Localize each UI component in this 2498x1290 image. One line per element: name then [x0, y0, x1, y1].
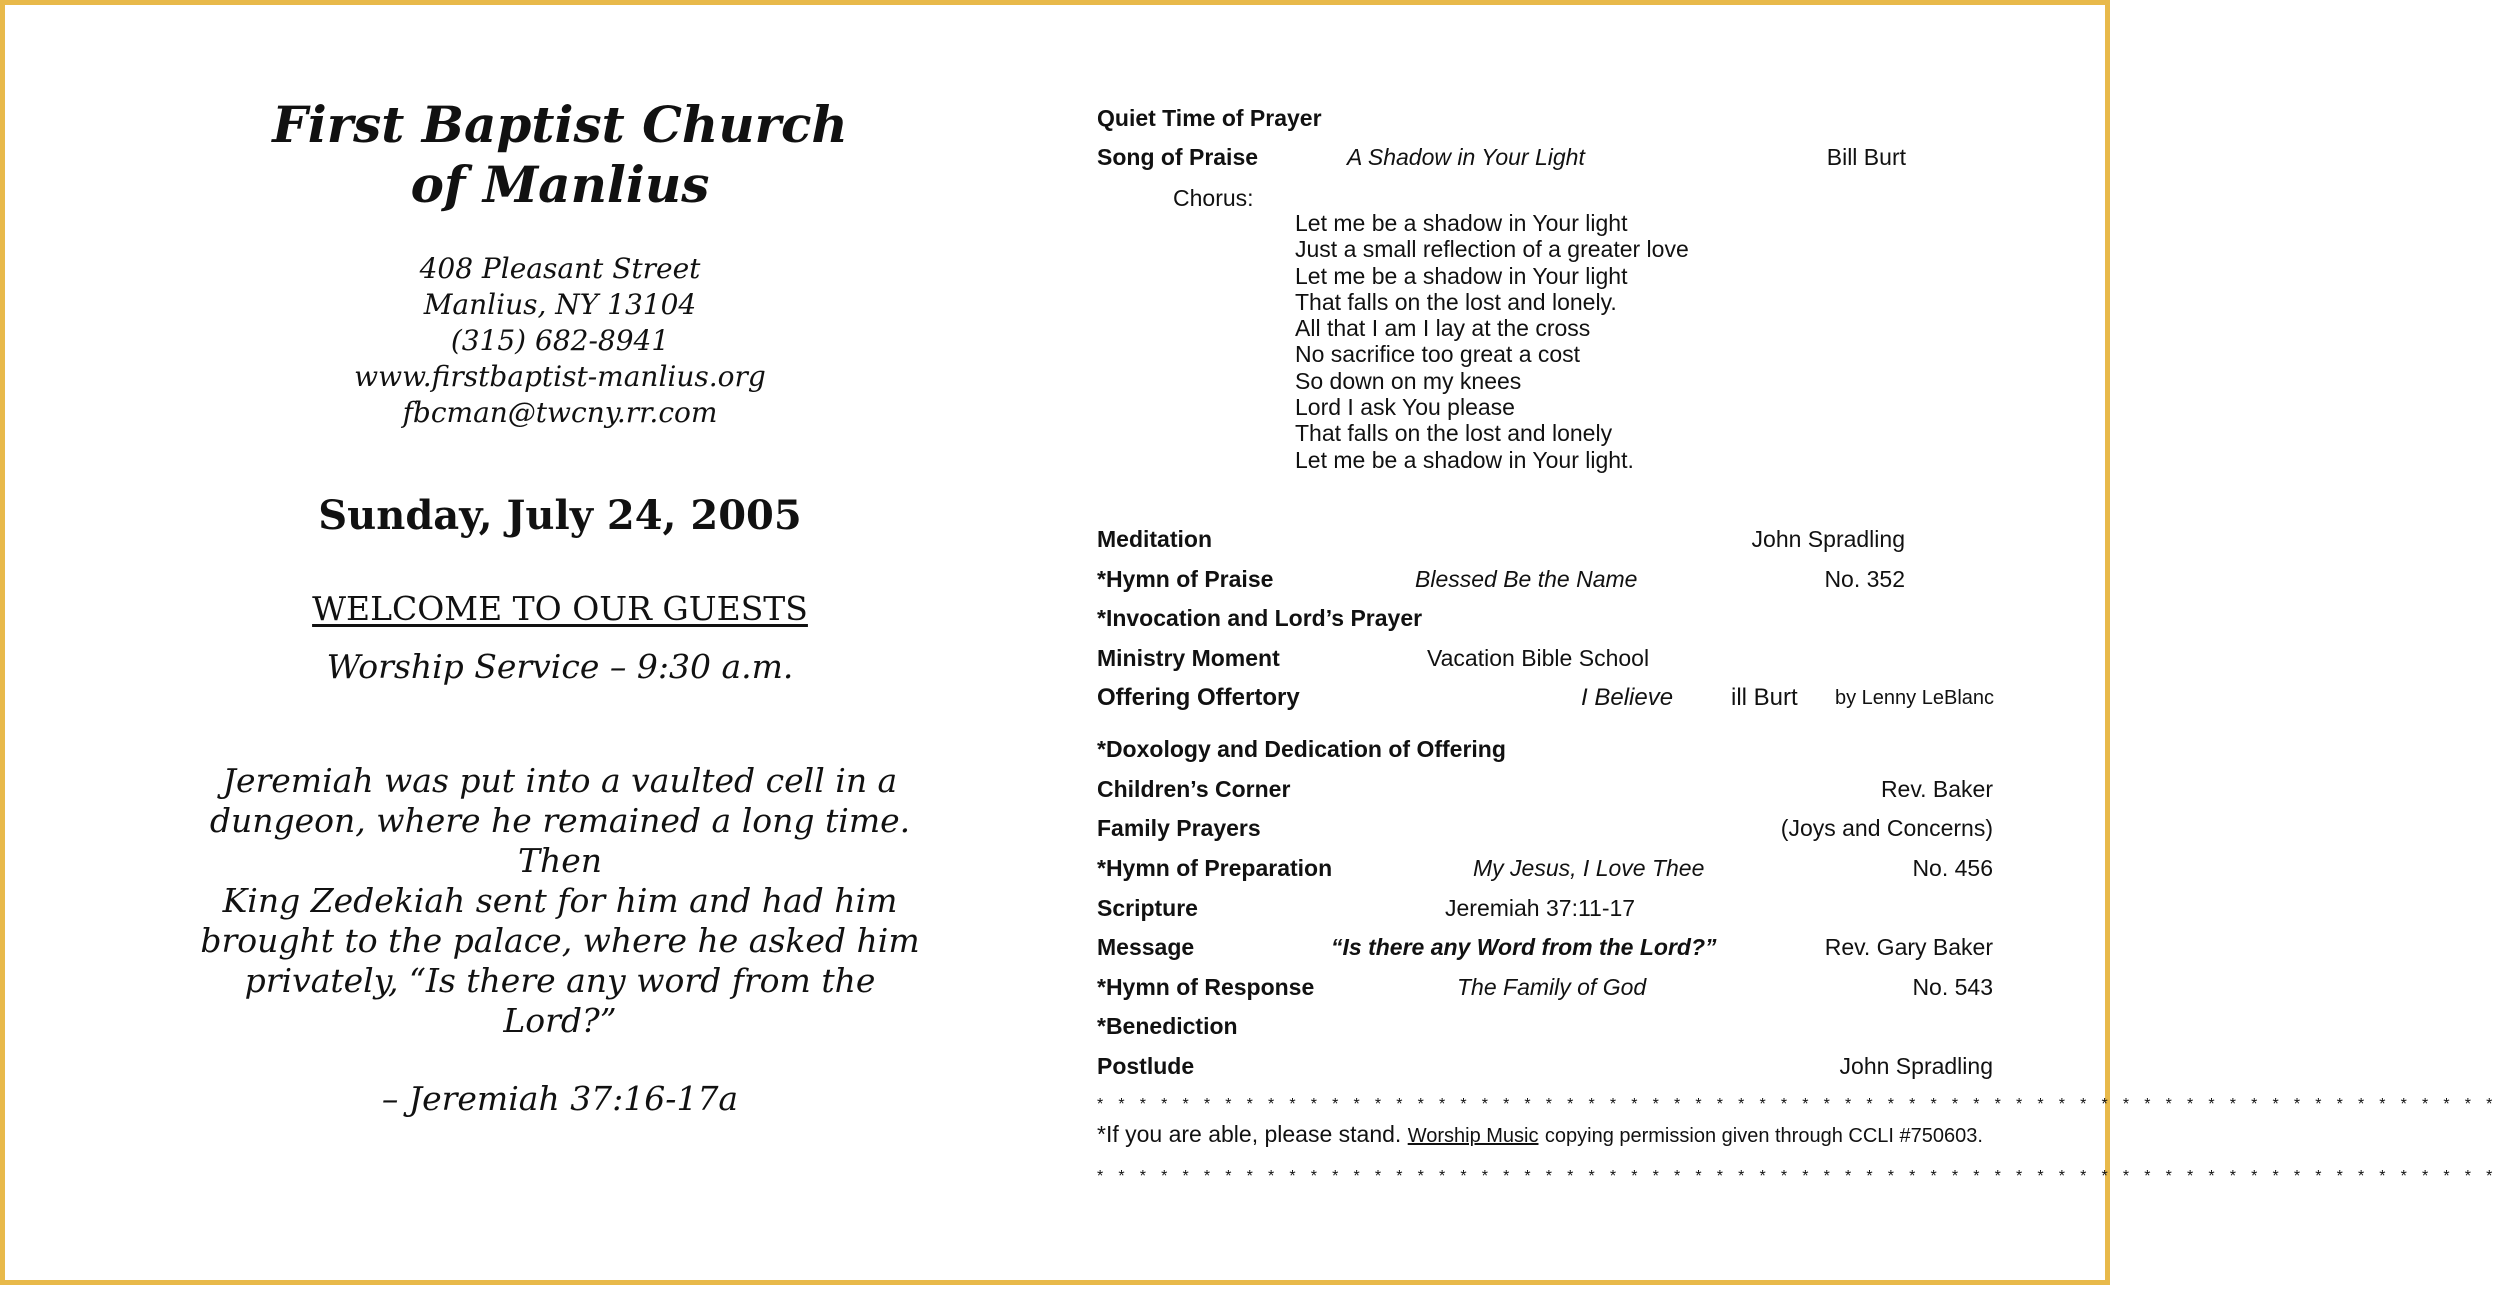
- childrens-corner-label: Children’s Corner: [1097, 776, 1291, 802]
- hymn-of-response-title: The Family of God: [1457, 974, 1647, 1000]
- offering-row: [1097, 683, 2007, 713]
- doxology-label: *Doxology and Dedication of Offering: [1097, 736, 1506, 762]
- left-panel: [155, 95, 965, 1119]
- lyric-line: No sacrifice too great a cost: [1295, 341, 1581, 368]
- address-street: 408 Pleasant Street: [419, 252, 701, 285]
- song-of-praise-row: [1097, 142, 2007, 172]
- offertory-fragment: ill Burt: [1731, 684, 1798, 711]
- hymn-of-preparation-title: My Jesus, I Love Thee: [1473, 855, 1705, 881]
- hymn-of-praise-number: No. 352: [1824, 566, 1905, 592]
- lyric-line: Let me be a shadow in Your light.: [1295, 446, 1634, 473]
- song-of-praise-author: Bill Burt: [1826, 144, 1906, 170]
- chorus-label: Chorus:: [1173, 185, 1254, 211]
- lyric-line: Let me be a shadow in Your light: [1295, 210, 1628, 236]
- lyric-line: All that I am I lay at the cross: [1295, 315, 1591, 342]
- star-divider-bottom: * * * * * * * * * * * * * * * * * * * * * * * * * * * * * * * * * * * * * * * * * * * * * * * * * * * * * * * * * * * * * * * * * *: [1097, 1168, 2498, 1185]
- scripture-reference: Jeremiah 37:11-17: [1445, 895, 1636, 921]
- scripture-quote: [155, 761, 965, 1041]
- ministry-moment-detail: Vacation Bible School: [1427, 645, 1650, 671]
- hymn-of-praise-label: *Hymn of Praise: [1097, 566, 1274, 592]
- offertory-credit: by Lenny LeBlanc: [1835, 687, 1995, 709]
- message-label: Message: [1097, 934, 1195, 960]
- postlude-person: John Spradling: [1839, 1053, 1993, 1079]
- invocation-label: *Invocation and Lord’s Prayer: [1097, 605, 1423, 631]
- childrens-corner-row: [1097, 774, 2007, 804]
- hymn-of-preparation-row: [1097, 853, 2007, 883]
- star-divider-top: * * * * * * * * * * * * * * * * * * * * * * * * * * * * * * * * * * * * * * * * * * * * * * * * * * * * * * * * * * * * * * * * * *: [1097, 1096, 2498, 1113]
- lyric-line: Just a small reflection of a greater love: [1295, 236, 1689, 263]
- church-name: [155, 95, 965, 215]
- order-of-worship: [1097, 5, 2498, 1290]
- scripture-label: Scripture: [1097, 895, 1198, 921]
- email: fbcman@twcny.rr.com: [402, 396, 718, 429]
- ministry-moment-label: Ministry Moment: [1097, 645, 1280, 671]
- message-title: “Is there any Word from the Lord?”: [1331, 934, 1717, 960]
- quote-line: brought to the palace, where he asked him: [200, 921, 920, 960]
- quote-line: King Zedekiah sent for him and had him: [222, 881, 898, 920]
- footnote: [1097, 1119, 1983, 1151]
- church-name-line-2: of Manlius: [410, 155, 710, 214]
- benediction-row: [1097, 1011, 2007, 1041]
- quote-line: Jeremiah was put into a vaulted cell in a: [222, 761, 898, 800]
- message-speaker: Rev. Gary Baker: [1824, 934, 1993, 960]
- quiet-time-label: Quiet Time of Prayer: [1097, 105, 1322, 131]
- lyric-line: That falls on the lost and lonely: [1295, 420, 1613, 447]
- quiet-time-row: [1097, 103, 2007, 133]
- offertory-title: I Believe: [1581, 684, 1674, 711]
- lyric-line: That falls on the lost and lonely.: [1295, 288, 1617, 315]
- benediction-label: *Benediction: [1097, 1013, 1238, 1039]
- invocation-row: [1097, 603, 2007, 633]
- quote-line: privately, “Is there any word from the Lord?”: [244, 961, 876, 1040]
- hymn-of-praise-title: Blessed Be the Name: [1415, 566, 1638, 592]
- lyric-line: Let me be a shadow in Your light: [1295, 262, 1628, 289]
- hymn-of-preparation-number: No. 456: [1912, 855, 1993, 881]
- church-contact: [155, 251, 965, 431]
- chorus-lyrics: [1295, 210, 1689, 473]
- meditation-person: John Spradling: [1751, 526, 1905, 552]
- service-time: Worship Service – 9:30 a.m.: [326, 647, 794, 686]
- footnote-main: *If you are able, please stand.: [1097, 1121, 1402, 1147]
- lyric-line: So down on my knees: [1295, 367, 1522, 394]
- doxology-row: [1097, 734, 2007, 764]
- website: www.firstbaptist-manlius.org: [354, 360, 766, 393]
- postlude-label: Postlude: [1097, 1053, 1195, 1079]
- family-prayers-label: Family Prayers: [1097, 815, 1261, 841]
- hymn-of-response-row: [1097, 972, 2007, 1002]
- church-name-line-1: First Baptist Church: [272, 95, 848, 154]
- lyric-line: Lord I ask You please: [1295, 394, 1515, 421]
- service-date: Sunday, July 24, 2005: [318, 492, 802, 539]
- hymn-of-preparation-label: *Hymn of Preparation: [1097, 855, 1333, 881]
- hymn-of-response-label: *Hymn of Response: [1097, 974, 1315, 1000]
- quote-line: dungeon, where he remained a long time. Then: [209, 801, 911, 880]
- family-prayers-detail: (Joys and Concerns): [1780, 815, 1993, 841]
- song-of-praise-label: Song of Praise: [1097, 144, 1259, 170]
- message-row: [1097, 932, 2007, 962]
- ministry-moment-row: [1097, 643, 2007, 673]
- welcome-heading: WELCOME TO OUR GUESTS: [312, 589, 808, 628]
- phone-number: (315) 682-8941: [450, 324, 670, 357]
- childrens-corner-person: Rev. Baker: [1880, 776, 1993, 802]
- hymn-of-response-number: No. 543: [1912, 974, 1993, 1000]
- meditation-row: [1097, 524, 2007, 554]
- scripture-row: [1097, 893, 2007, 923]
- postlude-row: [1097, 1051, 2007, 1081]
- song-of-praise-title: A Shadow in Your Light: [1347, 144, 1585, 170]
- footnote-rest: copying permission given through CCLI #750603.: [1544, 1125, 1983, 1147]
- address-city: Manlius, NY 13104: [423, 288, 697, 321]
- quote-reference: – Jeremiah 37:16-17a: [381, 1079, 739, 1118]
- family-prayers-row: [1097, 813, 2007, 843]
- meditation-label: Meditation: [1097, 526, 1212, 552]
- offering-label: Offering Offertory: [1097, 684, 1300, 711]
- hymn-of-praise-row: [1097, 564, 2007, 594]
- footnote-link: Worship Music: [1407, 1125, 1539, 1147]
